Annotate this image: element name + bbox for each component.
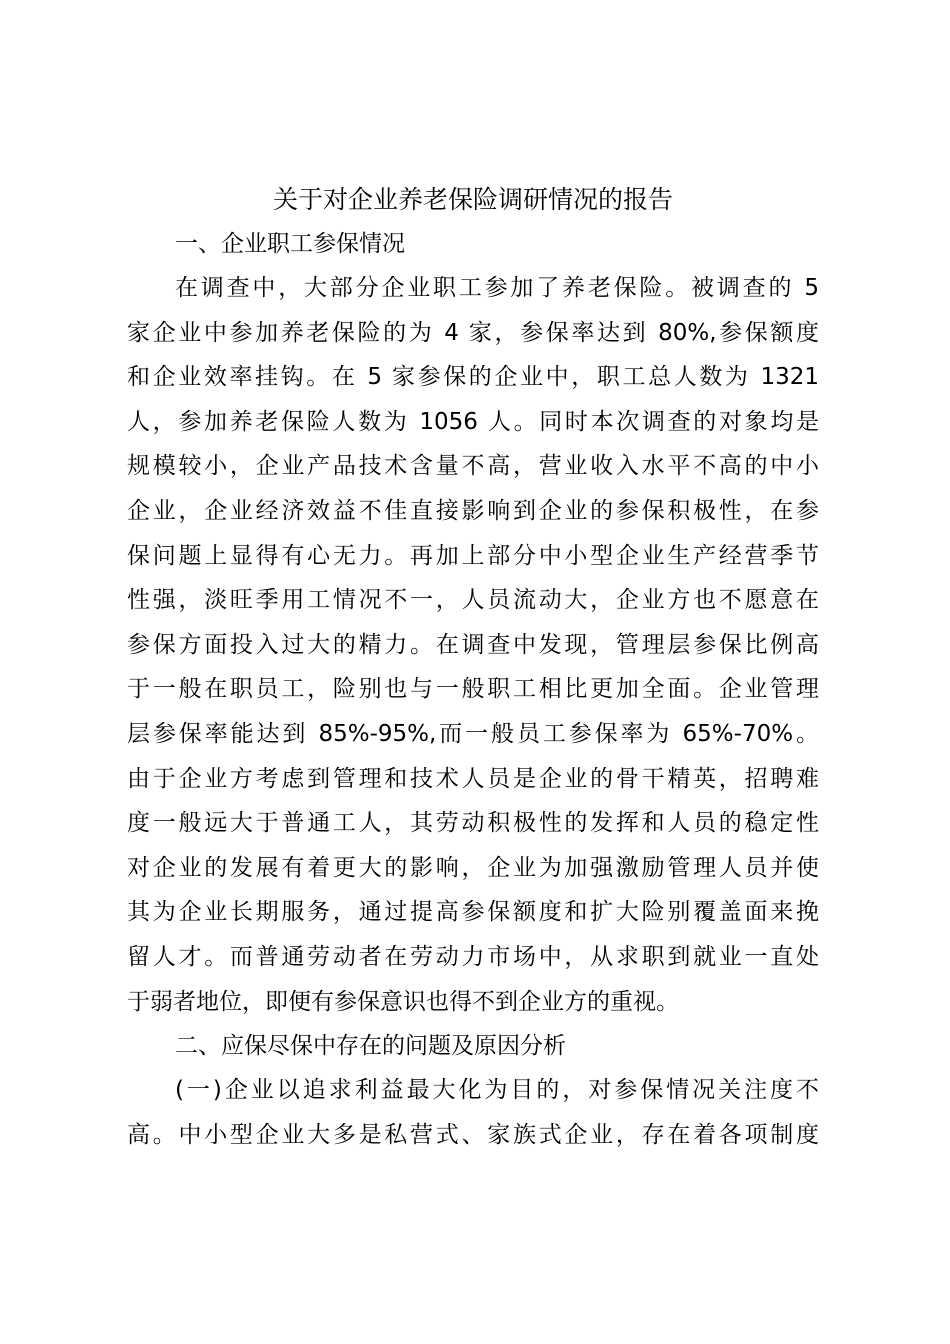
paragraph-line: 留人才。而普通劳动者在劳动力市场中，从求职到就业一直处 [127, 943, 819, 970]
paragraph-line: 于一般在职员工，险别也与一般职工相比更加全面。企业管理 [127, 676, 819, 703]
paragraph-line: 保问题上显得有心无力。再加上部分中小型企业生产经营季节 [127, 542, 819, 569]
document-title: 关于对企业养老保险调研情况的报告 [272, 185, 673, 214]
paragraph-line: 参保方面投入过大的精力。在调查中发现，管理层参保比例高 [127, 631, 819, 658]
section-2-paragraph [127, 1068, 819, 1157]
paragraph-line: 度一般远大于普通工人，其劳动积极性的发挥和人员的稳定性 [127, 810, 819, 837]
paragraph-line: 于弱者地位，即便有参保意识也得不到企业方的重视。 [127, 988, 679, 1015]
paragraph-line: 对企业的发展有着更大的影响，企业为加强激励管理人员并使 [127, 854, 819, 881]
paragraph-line: (一)企业以追求利益最大化为目的，对参保情况关注度不 [175, 1077, 819, 1104]
paragraph-line: 高。中小型企业大多是私营式、家族式企业，存在着各项制度 [127, 1121, 819, 1148]
paragraph-line: 其为企业长期服务，通过提高参保额度和扩大险别覆盖面来挽 [127, 899, 819, 926]
paragraph-line: 和企业效率挂钩。在 5 家参保的企业中，职工总人数为 1321 [127, 364, 819, 391]
section-1-heading: 一、企业职工参保情况 [175, 231, 405, 257]
paragraph-line: 家企业中参加养老保险的为 4 家，参保率达到 80%,参保额度 [127, 319, 819, 346]
paragraph-line: 在调查中，大部分企业职工参加了养老保险。被调查的 5 [175, 275, 819, 301]
paragraph-line: 性强，淡旺季用工情况不一，人员流动大，企业方也不愿意在 [127, 587, 819, 614]
paragraph-line: 人，参加养老保险人数为 1056 人。同时本次调查的对象均是 [127, 408, 819, 435]
document-body [127, 178, 819, 1157]
section-2-heading: 二、应保尽保中存在的问题及原因分析 [175, 1033, 566, 1060]
paragraph-line: 层参保率能达到 85%-95%,而一般员工参保率为 65%-70%。 [127, 720, 819, 747]
paragraph-line: 由于企业方考虑到管理和技术人员是企业的骨干精英，招聘难 [127, 765, 819, 792]
section-1-paragraph [127, 266, 819, 1024]
paragraph-line: 规模较小，企业产品技术含量不高，营业收入水平不高的中小 [127, 453, 819, 480]
paragraph-line: 企业，企业经济效益不佳直接影响到企业的参保积极性，在参 [127, 497, 819, 524]
